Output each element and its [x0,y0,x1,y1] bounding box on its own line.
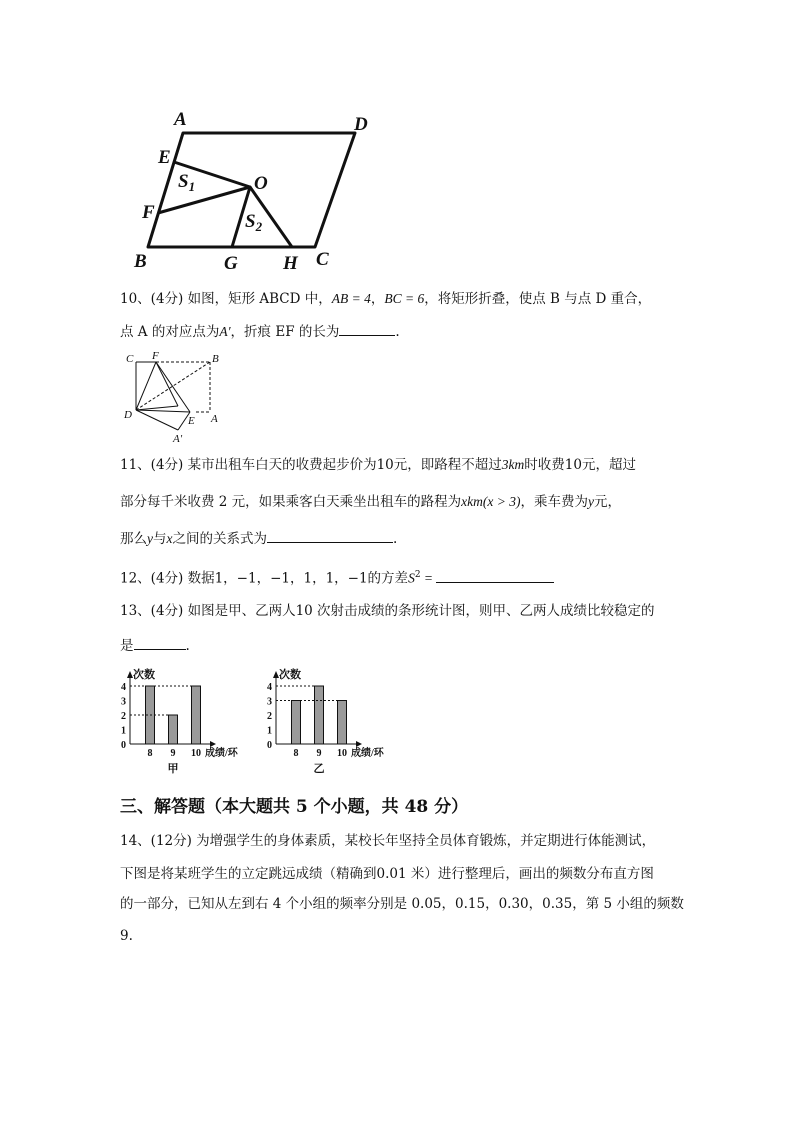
question-10-line-2: 点 A 的对应点为A′，折痕 EF 的长为 . [120,321,400,342]
label-H: H [283,253,298,274]
y-axis-label: 次数 [279,669,301,681]
label-C: C [316,249,329,270]
bar [169,715,178,744]
y-axis-label: 次数 [133,669,155,681]
bar [192,686,201,744]
label-O: O [254,173,268,194]
question-12: 12、(4分) 数据1，−1，−1，1，1，−1的方差$S^2$ = [120,565,554,589]
label-E: E [158,147,171,168]
bar [338,701,347,745]
folded-rectangle-figure [118,348,228,448]
question-14-line-4: 9. [120,928,133,944]
label-S1: $S_1$ [178,171,196,194]
question-11-line-3: 那么y与x之间的关系式为 . [120,528,397,549]
y-tick-label: 2 [267,711,272,722]
bar-chart-yi [258,664,403,776]
answer-blank-11[interactable] [267,528,393,543]
label-F: F [142,202,155,223]
answer-blank-13[interactable] [134,635,186,650]
y-tick-label: 0 [121,740,126,751]
label-A: A [211,413,218,425]
question-10-line-1: 10、(4分) 如图，矩形 ABCD 中，AB = 4，BC = 6，将矩形折叠，使点 B 与点 D 重合， [120,291,652,307]
label-B: B [212,353,219,365]
chart-title: 乙 [313,763,325,775]
label-C: C [126,353,134,365]
y-tick-label: 2 [121,711,126,722]
x-axis-arrow [210,741,216,747]
label-D: D [124,409,132,421]
x-tick-label: 9 [170,748,176,759]
x-axis-label: 成绩/环 [351,748,384,759]
question-13-line-2: 是 . [120,635,190,656]
label-B: B [134,251,147,272]
label-A-prime: A′ [173,433,183,445]
y-tick-label: 1 [121,725,126,737]
label-G: G [224,253,238,274]
section-3-heading: 三、解答题（本大题共 5 个小题，共 48 分） [120,797,469,817]
question-14-line-1: 14、(12分) 为增强学生的身体素质，某校长年坚持全员体育锻炼，并定期进行体能测试， [120,833,656,849]
x-tick-label: 10 [191,748,201,759]
question-11-line-2: 部分每千米收费 2 元，如果乘客白天乘坐出租车的路程为xkm(x > 3)，乘车费为y元， [120,494,621,510]
y-tick-label: 4 [267,682,272,693]
question-14-line-3: 的一部分，已知从左到右 4 个小组的频率分别是 0.05，0.15，0.30，0.35，第 5 小组的频数 [120,896,684,912]
answer-blank-10[interactable] [339,321,395,336]
triangle-s2 [232,187,292,247]
chart-title: 甲 [167,763,179,775]
question-13-line-1: 13、(4分) 如图是甲、乙两人10 次射击成绩的条形统计图，则甲、乙两人成绩比较稳定的 [120,603,655,619]
x-tick-label: 9 [316,748,322,759]
y-tick-label: 3 [267,696,272,708]
bar [315,686,324,744]
label-D: D [354,114,368,135]
answer-blank-12[interactable] [436,568,554,583]
label-E: E [188,415,195,427]
x-tick-label: 8 [293,748,299,759]
x-tick-label: 10 [337,748,347,759]
x-axis-arrow [356,741,362,747]
x-tick-label: 8 [147,748,153,759]
y-tick-label: 0 [267,740,272,751]
label-A: A [174,109,187,130]
x-axis-label: 成绩/环 [205,748,238,759]
question-11-line-1: 11、(4分) 某市出租车白天的收费起步价为10元，即路程不超过3km时收费10元，超过 [120,457,636,473]
y-tick-label: 3 [121,696,126,708]
bar-chart-jia [112,664,257,776]
question-14-line-2: 下图是将某班学生的立定跳远成绩（精确到0.01 米）进行整理后，画出的频数分布直方图 [120,866,654,882]
y-tick-label: 1 [267,725,272,737]
y-tick-label: 4 [121,682,126,693]
label-F: F [152,350,159,362]
bar [292,701,301,745]
label-S2: $S_2$ [245,211,263,234]
parallelogram-figure [130,105,380,275]
